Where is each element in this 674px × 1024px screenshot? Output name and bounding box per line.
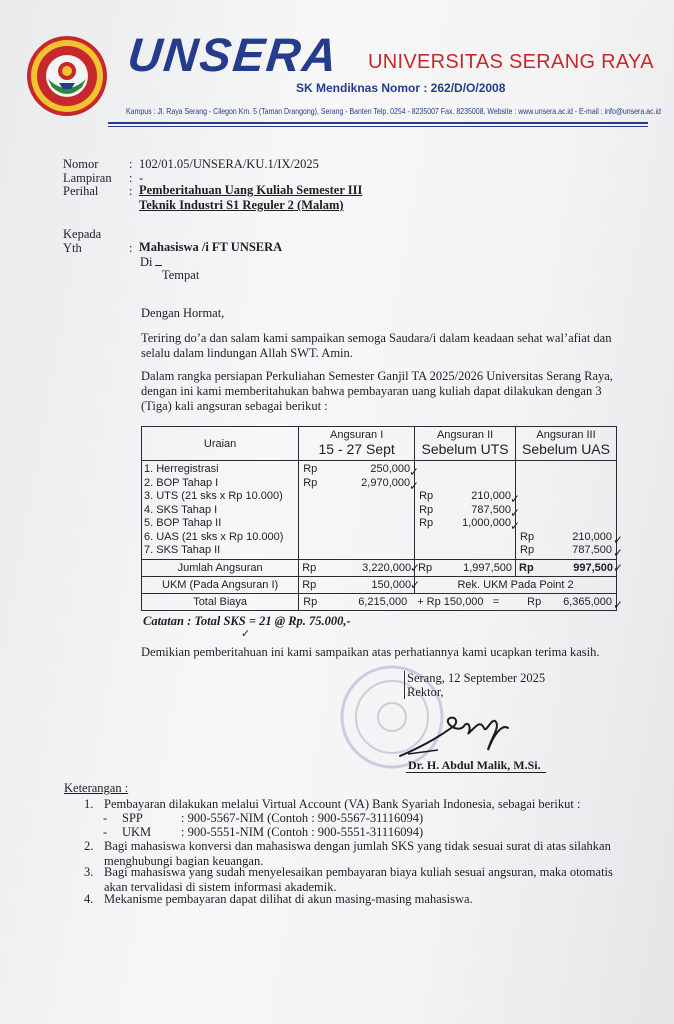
currency: Rp	[419, 503, 434, 516]
ukm-va-value: : 900-5551-NIM (Contoh : 900-5551-31116094)	[181, 825, 424, 839]
jumlah-label: Jumlah Angsuran	[142, 559, 299, 576]
value-cell: 210,000	[572, 530, 612, 543]
check-mark-icon: ✓	[613, 561, 624, 575]
total-ukm-addition: + Rp 150,000 =	[417, 595, 500, 608]
note-number: 4.	[84, 892, 94, 906]
check-mark-icon: ✓	[241, 628, 251, 640]
sk-number: SK Mendiknas Nomor : 262/D/O/2008	[296, 81, 506, 95]
check-mark-icon: ✓	[613, 533, 624, 547]
header-period-2: Sebelum UTS	[415, 441, 516, 461]
header-angsuran-3: Angsuran III	[516, 427, 617, 442]
total-label: Total Biaya	[142, 593, 299, 610]
header-angsuran-2: Angsuran II	[415, 427, 516, 442]
colon: :	[129, 157, 133, 171]
currency: Rp	[527, 595, 542, 608]
lampiran-label: Lampiran	[63, 171, 112, 185]
currency: Rp	[303, 476, 318, 489]
bullet-dash: -	[103, 811, 108, 825]
note-number: 2.	[84, 839, 94, 853]
total-row	[142, 593, 617, 610]
value-cell: 787,500	[572, 544, 612, 556]
check-mark-icon: ✓	[613, 598, 624, 612]
signatory-underline	[406, 772, 546, 773]
currency: Rp	[519, 561, 534, 574]
currency: Rp	[419, 517, 434, 529]
items-row	[142, 461, 617, 560]
ukm-va-label: UKM	[122, 825, 152, 839]
value-cell: 210,000	[471, 490, 512, 502]
note-4: Mekanisme pembayaran dapat dilihat di akun masing-masing mahasiswa.	[104, 892, 473, 906]
list-item: 1. Herregistrasi	[144, 463, 219, 475]
check-mark-icon: ✓	[510, 506, 521, 520]
greeting: Dengan Hormat,	[141, 306, 225, 320]
check-mark-icon: ✓	[613, 546, 624, 560]
value-cell: 250,000	[370, 463, 411, 475]
fee-table	[141, 426, 617, 611]
list-item: 2. BOP Tahap I	[144, 476, 219, 489]
check-mark-icon: ✓	[409, 465, 420, 479]
campus-address: Kampus : Jl. Raya Serang - Cilegon Km. 5 (Taman Drangong), Serang - Banten Telp. 0254 - 8235007 Fax. 8235008, Website : www.unsera.ac.id - E-mail : info@unsera.ac.id	[126, 106, 661, 116]
value-cell: 1,000,000	[462, 517, 512, 529]
colon: :	[129, 184, 133, 198]
ukm-row	[142, 576, 617, 593]
header-rule-thin	[108, 126, 648, 127]
note-number: 3.	[84, 865, 94, 879]
check-mark-icon: ✓	[510, 519, 521, 533]
di-label: Di	[140, 255, 153, 269]
ukm-label: UKM (Pada Angsuran I)	[142, 576, 299, 593]
currency: Rp	[419, 490, 434, 502]
currency: Rp	[302, 561, 317, 574]
header-angsuran-1: Angsuran I	[299, 427, 415, 442]
paragraph-2: Dalam rangka persiapan Perkuliahan Semester Ganjil TA 2025/2026 Universitas Serang Raya, dengan ini kami memberitahukan bahwa pembayaran uang kuliah dapat dilakukan dengan 3 (Tiga) kali angsuran sebagai berikut :	[141, 369, 613, 413]
total-grand: 6,365,000	[563, 595, 612, 608]
bullet-dash: -	[103, 825, 108, 839]
table-header-row	[142, 427, 617, 442]
rector-signature	[398, 704, 518, 764]
nomor-value: 102/01.05/UNSERA/KU.1/IX/2025	[139, 157, 319, 171]
value-cell: 150,000	[371, 578, 412, 591]
paragraph-1: Teriring do’a dan salam kami sampaikan semoga Saudara/i dalam keadaan sehat wal’afiat dan selalu dalam lindungan Allah SWT. Amin.	[141, 331, 612, 360]
header-rule	[108, 122, 648, 124]
angsuran-3-values	[516, 461, 617, 560]
check-mark-icon: ✓	[409, 479, 420, 493]
check-mark-icon: ✓	[510, 492, 521, 506]
value-cell: 997,500	[573, 561, 613, 574]
spp-value: : 900-5567-NIM (Contoh : 900-5567-31116094)	[181, 811, 424, 825]
ukm-note: Rek. UKM Pada Point 2	[415, 576, 617, 593]
yth-label: Yth	[63, 241, 82, 255]
place-date: Serang, 12 September 2025	[407, 671, 546, 685]
currency: Rp	[418, 561, 433, 574]
list-item: 4. SKS Tahap I	[144, 503, 218, 516]
signatory-name: Dr. H. Abdul Malik, M.Si.	[408, 758, 541, 772]
colon: :	[129, 171, 133, 185]
colon: :	[129, 241, 133, 255]
university-name: UNIVERSITAS SERANG RAYA	[368, 51, 654, 73]
header-uraian: Uraian	[142, 427, 299, 461]
total-a1: 6,215,000	[358, 595, 408, 608]
note-2: Bagi mahasiswa konversi dan mahasiswa dengan jumlah SKS yang tidak sesuai surat di atas silahkan menghubungi bagian keuangan.	[104, 839, 611, 868]
recipient: Mahasiswa /i FT UNSERA	[139, 240, 283, 254]
perihal-label: Perihal	[63, 184, 99, 198]
notes-title: Keterangan :	[64, 781, 129, 795]
list-item: 7. SKS Tahap II	[144, 544, 221, 556]
catatan-note: Catatan : Total SKS = 21 @ Rp. 75.000,-	[143, 614, 351, 628]
currency: Rp	[520, 544, 535, 556]
angsuran-1-values	[299, 461, 415, 560]
items-list	[142, 461, 299, 560]
value-cell: 2,970,000	[361, 476, 411, 489]
signature-bracket	[404, 671, 405, 699]
angsuran-2-values	[415, 461, 516, 560]
value-cell: 3,220,000	[362, 561, 412, 574]
tempat-label: Tempat	[162, 268, 200, 282]
currency: Rp	[303, 463, 318, 475]
list-item: 5. BOP Tahap II	[144, 517, 222, 529]
check-mark-icon: ✓	[410, 561, 421, 575]
note-1: Pembayaran dilakukan melalui Virtual Account (VA) Bank Syariah Indonesia, sebagai berikut :	[104, 797, 581, 811]
value-cell: 787,500	[471, 503, 512, 516]
check-mark-icon: ✓	[410, 578, 421, 592]
perihal-line-1: Pemberitahuan Uang Kuliah Semester III	[139, 183, 363, 197]
kepada-label: Kepada	[63, 227, 102, 241]
perihal-line-2: Teknik Industri S1 Reguler 2 (Malam)	[139, 198, 344, 212]
position-title: Rektor,	[407, 685, 444, 699]
lampiran-value: -	[139, 171, 144, 185]
list-item: 3. UTS (21 sks x Rp 10.000)	[144, 490, 283, 502]
value-cell: 1,997,500	[463, 561, 513, 574]
currency: Rp	[302, 578, 317, 591]
list-item: 6. UAS (21 sks x Rp 10.000)	[144, 530, 284, 543]
total-cell	[299, 593, 617, 610]
header-period-3: Sebelum UAS	[516, 441, 617, 461]
spp-label: SPP	[122, 811, 143, 825]
currency: Rp	[520, 530, 535, 543]
note-3: Bagi mahasiswa yang sudah menyelesaikan pembayaran biaya kuliah sesuai angsuran, maka otomatis akan tervalidasi di sistem informasi akademik.	[104, 865, 613, 894]
jumlah-row	[142, 559, 617, 576]
nomor-label: Nomor	[63, 157, 99, 171]
university-logo	[26, 35, 108, 117]
note-number: 1.	[84, 797, 94, 811]
di-underline	[155, 265, 162, 266]
closing-text: Demikian pemberitahuan ini kami sampaikan atas perhatiannya kami ucapkan terima kasih.	[141, 645, 600, 659]
currency: Rp	[303, 595, 318, 608]
header-period-1: 15 - 27 Sept	[299, 441, 415, 461]
brand-name: UNSERA	[125, 28, 342, 81]
